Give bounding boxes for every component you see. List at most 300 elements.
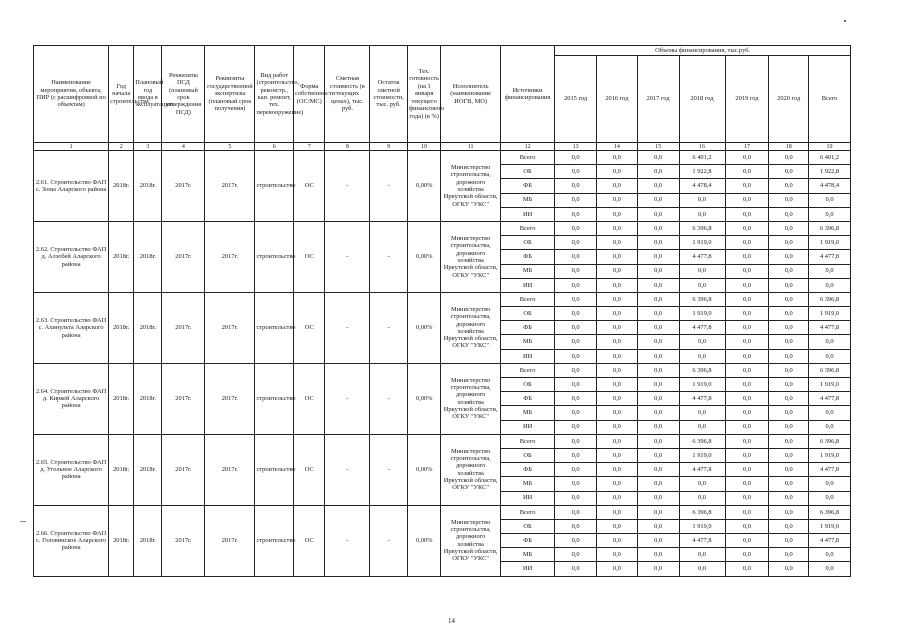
amount-cell: 0,0 bbox=[597, 292, 638, 306]
header-sources: Источники финансирования bbox=[500, 46, 554, 143]
amount-cell: 0,0 bbox=[597, 420, 638, 434]
amount-cell: 6 396,8 bbox=[679, 363, 725, 377]
table-row bbox=[34, 363, 851, 377]
funding-source: ИИ bbox=[500, 491, 554, 505]
remainder: - bbox=[370, 434, 408, 505]
amount-cell: 0,0 bbox=[809, 207, 851, 221]
amount-cell: 0,0 bbox=[637, 420, 679, 434]
amount-cell: 4 477,8 bbox=[679, 392, 725, 406]
amount-cell: 0,0 bbox=[725, 420, 769, 434]
funding-source: МБ bbox=[500, 335, 554, 349]
remainder: - bbox=[370, 505, 408, 576]
amount-cell: 0,0 bbox=[555, 193, 597, 207]
funding-source: МБ bbox=[500, 548, 554, 562]
expertise-date: 2017г. bbox=[205, 434, 255, 505]
start-year: 2018г. bbox=[109, 292, 134, 363]
column-number: 5 bbox=[205, 143, 255, 151]
amount-cell: 0,0 bbox=[769, 264, 809, 278]
project-name: 2.62. Строительство ФАП д. Алзобей Аларского района bbox=[34, 221, 109, 292]
amount-cell: 0,0 bbox=[637, 505, 679, 519]
funding-source: Всего bbox=[500, 221, 554, 235]
header-expertise: Реквизиты государственной экспертизы (плановый срок получения) bbox=[205, 46, 255, 143]
project-name: 2.61. Строительство ФАП с. Зоны Аларского района bbox=[34, 151, 109, 222]
amount-cell: 1 919,0 bbox=[679, 378, 725, 392]
amount-cell: 0,0 bbox=[769, 406, 809, 420]
amount-cell: 0,0 bbox=[769, 548, 809, 562]
amount-cell: 0,0 bbox=[725, 562, 769, 576]
amount-cell: 0,0 bbox=[597, 534, 638, 548]
executor: Министерство строительства, дорожного хозяйства Иркутской области, ОГКУ "УКС" bbox=[441, 505, 501, 576]
amount-cell: 0,0 bbox=[769, 307, 809, 321]
amount-cell: 0,0 bbox=[637, 193, 679, 207]
amount-cell: 0,0 bbox=[597, 505, 638, 519]
amount-cell: 1 919,0 bbox=[679, 307, 725, 321]
amount-cell: 0,0 bbox=[637, 236, 679, 250]
remainder: - bbox=[370, 221, 408, 292]
amount-cell: 0,0 bbox=[555, 519, 597, 533]
header-year-2018: 2018 год bbox=[679, 56, 725, 143]
amount-cell: 0,0 bbox=[809, 477, 851, 491]
amount-cell: 0,0 bbox=[637, 179, 679, 193]
amount-cell: 0,0 bbox=[637, 491, 679, 505]
scan-speck bbox=[20, 521, 26, 522]
remainder: - bbox=[370, 363, 408, 434]
ownership: ОС bbox=[294, 221, 325, 292]
amount-cell: 0,0 bbox=[555, 534, 597, 548]
amount-cell: 0,0 bbox=[597, 562, 638, 576]
amount-cell: 4 478,4 bbox=[679, 179, 725, 193]
amount-cell: 4 477,8 bbox=[679, 250, 725, 264]
amount-cell: 0,0 bbox=[769, 420, 809, 434]
amount-cell: 0,0 bbox=[725, 548, 769, 562]
expertise-date: 2017г. bbox=[205, 151, 255, 222]
amount-cell: 0,0 bbox=[679, 420, 725, 434]
amount-cell: 0,0 bbox=[555, 278, 597, 292]
amount-cell: 0,0 bbox=[597, 378, 638, 392]
psd-date: 2017г. bbox=[162, 505, 205, 576]
funding-source: ФБ bbox=[500, 392, 554, 406]
amount-cell: 0,0 bbox=[555, 250, 597, 264]
amount-cell: 0,0 bbox=[555, 505, 597, 519]
amount-cell: 0,0 bbox=[725, 463, 769, 477]
readiness: 0,00% bbox=[407, 505, 440, 576]
amount-cell: 1 919,0 bbox=[809, 378, 851, 392]
amount-cell: 1 919,0 bbox=[809, 236, 851, 250]
funding-source: ИИ bbox=[500, 349, 554, 363]
amount-cell: 0,0 bbox=[725, 434, 769, 448]
amount-cell: 0,0 bbox=[555, 562, 597, 576]
amount-cell: 0,0 bbox=[769, 207, 809, 221]
funding-source: ФБ bbox=[500, 179, 554, 193]
plan-year: 2018г. bbox=[134, 363, 162, 434]
amount-cell: 6 396,8 bbox=[679, 505, 725, 519]
amount-cell: 0,0 bbox=[769, 392, 809, 406]
amount-cell: 0,0 bbox=[725, 193, 769, 207]
amount-cell: 0,0 bbox=[637, 207, 679, 221]
amount-cell: 0,0 bbox=[809, 491, 851, 505]
amount-cell: 1 922,8 bbox=[809, 165, 851, 179]
amount-cell: 0,0 bbox=[555, 477, 597, 491]
amount-cell: 0,0 bbox=[597, 307, 638, 321]
funding-source: ИИ bbox=[500, 278, 554, 292]
amount-cell: 0,0 bbox=[597, 236, 638, 250]
amount-cell: 0,0 bbox=[725, 335, 769, 349]
amount-cell: 0,0 bbox=[769, 378, 809, 392]
amount-cell: 0,0 bbox=[769, 165, 809, 179]
plan-year: 2018г. bbox=[134, 221, 162, 292]
amount-cell: 0,0 bbox=[597, 463, 638, 477]
expertise-date: 2017г. bbox=[205, 221, 255, 292]
psd-date: 2017г. bbox=[162, 434, 205, 505]
header-estimate: Сметная стоимость (в текущих ценах), тыс. руб. bbox=[325, 46, 370, 143]
amount-cell: 0,0 bbox=[725, 448, 769, 462]
amount-cell: 0,0 bbox=[637, 250, 679, 264]
funding-source: Всего bbox=[500, 363, 554, 377]
header-psd: Реквизиты ПСД (плановый срок утверждения ПСД) bbox=[162, 46, 205, 143]
psd-date: 2017г. bbox=[162, 363, 205, 434]
funding-source: МБ bbox=[500, 477, 554, 491]
ownership: ОС bbox=[294, 434, 325, 505]
amount-cell: 0,0 bbox=[769, 519, 809, 533]
amount-cell: 0,0 bbox=[555, 378, 597, 392]
amount-cell: 0,0 bbox=[769, 491, 809, 505]
column-number: 4 bbox=[162, 143, 205, 151]
amount-cell: 1 919,0 bbox=[809, 307, 851, 321]
amount-cell: 0,0 bbox=[769, 448, 809, 462]
work-type: строительство bbox=[255, 292, 294, 363]
funding-source: ИИ bbox=[500, 562, 554, 576]
start-year: 2018г. bbox=[109, 151, 134, 222]
financing-table bbox=[33, 45, 851, 577]
funding-source: ИИ bbox=[500, 207, 554, 221]
amount-cell: 0,0 bbox=[555, 221, 597, 235]
column-number: 8 bbox=[325, 143, 370, 151]
amount-cell: 0,0 bbox=[679, 207, 725, 221]
column-number: 1 bbox=[34, 143, 109, 151]
amount-cell: 0,0 bbox=[555, 349, 597, 363]
amount-cell: 4 477,8 bbox=[809, 463, 851, 477]
amount-cell: 0,0 bbox=[555, 363, 597, 377]
amount-cell: 0,0 bbox=[597, 491, 638, 505]
amount-cell: 0,0 bbox=[597, 363, 638, 377]
table-row bbox=[34, 151, 851, 165]
column-number: 14 bbox=[597, 143, 638, 151]
executor: Министерство строительства, дорожного хозяйства Иркутской области, ОГКУ "УКС" bbox=[441, 363, 501, 434]
project-name: 2.64. Строительство ФАП д. Киркей Аларского района bbox=[34, 363, 109, 434]
amount-cell: 0,0 bbox=[769, 278, 809, 292]
work-type: строительство bbox=[255, 363, 294, 434]
funding-source: Всего bbox=[500, 151, 554, 165]
amount-cell: 0,0 bbox=[725, 406, 769, 420]
amount-cell: 0,0 bbox=[725, 278, 769, 292]
amount-cell: 0,0 bbox=[809, 335, 851, 349]
amount-cell: 0,0 bbox=[679, 264, 725, 278]
amount-cell: 0,0 bbox=[597, 448, 638, 462]
amount-cell: 4 477,8 bbox=[809, 534, 851, 548]
amount-cell: 0,0 bbox=[725, 519, 769, 533]
amount-cell: 1 919,0 bbox=[809, 448, 851, 462]
project-name: 2.63. Строительство ФАП с. Ахинульта Аларского района bbox=[34, 292, 109, 363]
header-executor: Исполнитель (наименование ИОГВ, МО) bbox=[441, 46, 501, 143]
header-year-2020: 2020 год bbox=[769, 56, 809, 143]
amount-cell: 0,0 bbox=[809, 406, 851, 420]
funding-source: ФБ bbox=[500, 321, 554, 335]
scan-speck bbox=[844, 20, 846, 22]
amount-cell: 0,0 bbox=[637, 463, 679, 477]
amount-cell: 0,0 bbox=[769, 321, 809, 335]
amount-cell: 0,0 bbox=[769, 250, 809, 264]
readiness: 0,00% bbox=[407, 151, 440, 222]
amount-cell: 0,0 bbox=[597, 548, 638, 562]
funding-source: ФБ bbox=[500, 250, 554, 264]
amount-cell: 0,0 bbox=[597, 264, 638, 278]
work-type: строительство bbox=[255, 434, 294, 505]
amount-cell: 0,0 bbox=[555, 236, 597, 250]
page-number: 14 bbox=[448, 617, 455, 625]
amount-cell: 0,0 bbox=[597, 165, 638, 179]
amount-cell: 0,0 bbox=[637, 264, 679, 278]
amount-cell: 0,0 bbox=[637, 292, 679, 306]
amount-cell: 4 477,8 bbox=[679, 463, 725, 477]
amount-cell: 0,0 bbox=[679, 548, 725, 562]
amount-cell: 4 477,8 bbox=[809, 321, 851, 335]
amount-cell: 0,0 bbox=[769, 236, 809, 250]
amount-cell: 0,0 bbox=[769, 434, 809, 448]
amount-cell: 1 919,0 bbox=[809, 519, 851, 533]
amount-cell: 0,0 bbox=[637, 278, 679, 292]
readiness: 0,00% bbox=[407, 434, 440, 505]
funding-source: ФБ bbox=[500, 463, 554, 477]
header-financing: Объемы финансирования, тыс.руб. bbox=[555, 46, 851, 56]
amount-cell: 0,0 bbox=[679, 335, 725, 349]
amount-cell: 0,0 bbox=[597, 207, 638, 221]
funding-source: МБ bbox=[500, 193, 554, 207]
amount-cell: 0,0 bbox=[637, 448, 679, 462]
funding-source: Всего bbox=[500, 292, 554, 306]
financing-table-sheet bbox=[33, 45, 851, 577]
amount-cell: 0,0 bbox=[809, 548, 851, 562]
psd-date: 2017г. bbox=[162, 292, 205, 363]
amount-cell: 0,0 bbox=[769, 151, 809, 165]
amount-cell: 6 396,8 bbox=[809, 434, 851, 448]
amount-cell: 0,0 bbox=[555, 307, 597, 321]
amount-cell: 6 396,8 bbox=[679, 221, 725, 235]
amount-cell: 0,0 bbox=[555, 463, 597, 477]
amount-cell: 0,0 bbox=[555, 448, 597, 462]
amount-cell: 0,0 bbox=[769, 463, 809, 477]
column-number: 13 bbox=[555, 143, 597, 151]
funding-source: МБ bbox=[500, 264, 554, 278]
amount-cell: 0,0 bbox=[725, 179, 769, 193]
amount-cell: 0,0 bbox=[637, 434, 679, 448]
amount-cell: 0,0 bbox=[725, 236, 769, 250]
readiness: 0,00% bbox=[407, 292, 440, 363]
amount-cell: 0,0 bbox=[597, 151, 638, 165]
amount-cell: 6 396,8 bbox=[809, 505, 851, 519]
amount-cell: 0,0 bbox=[597, 477, 638, 491]
amount-cell: 0,0 bbox=[769, 477, 809, 491]
amount-cell: 0,0 bbox=[637, 151, 679, 165]
column-number: 2 bbox=[109, 143, 134, 151]
amount-cell: 0,0 bbox=[637, 165, 679, 179]
amount-cell: 4 477,8 bbox=[809, 250, 851, 264]
estimate: - bbox=[325, 505, 370, 576]
funding-source: ОБ bbox=[500, 448, 554, 462]
amount-cell: 0,0 bbox=[597, 193, 638, 207]
start-year: 2018г. bbox=[109, 434, 134, 505]
amount-cell: 0,0 bbox=[769, 534, 809, 548]
header-year-2016: 2016 год bbox=[597, 56, 638, 143]
executor: Министерство строительства, дорожного хозяйства Иркутской области, ОГКУ "УКС" bbox=[441, 151, 501, 222]
amount-cell: 0,0 bbox=[769, 292, 809, 306]
expertise-date: 2017г. bbox=[205, 363, 255, 434]
work-type: строительство bbox=[255, 505, 294, 576]
amount-cell: 0,0 bbox=[555, 335, 597, 349]
amount-cell: 0,0 bbox=[555, 434, 597, 448]
amount-cell: 0,0 bbox=[637, 534, 679, 548]
amount-cell: 0,0 bbox=[555, 321, 597, 335]
amount-cell: 0,0 bbox=[597, 434, 638, 448]
amount-cell: 6 396,8 bbox=[809, 221, 851, 235]
amount-cell: 0,0 bbox=[809, 420, 851, 434]
estimate: - bbox=[325, 434, 370, 505]
column-number: 19 bbox=[809, 143, 851, 151]
plan-year: 2018г. bbox=[134, 505, 162, 576]
estimate: - bbox=[325, 363, 370, 434]
amount-cell: 0,0 bbox=[725, 292, 769, 306]
header-start-year: Год начала строительства bbox=[109, 46, 134, 143]
amount-cell: 0,0 bbox=[597, 406, 638, 420]
amount-cell: 0,0 bbox=[637, 406, 679, 420]
amount-cell: 0,0 bbox=[769, 335, 809, 349]
amount-cell: 6 396,8 bbox=[809, 292, 851, 306]
amount-cell: 0,0 bbox=[769, 505, 809, 519]
amount-cell: 0,0 bbox=[637, 519, 679, 533]
amount-cell: 0,0 bbox=[597, 349, 638, 363]
amount-cell: 0,0 bbox=[555, 165, 597, 179]
amount-cell: 0,0 bbox=[637, 349, 679, 363]
amount-cell: 0,0 bbox=[769, 349, 809, 363]
executor: Министерство строительства, дорожного хозяйства Иркутской области, ОГКУ "УКС" bbox=[441, 292, 501, 363]
amount-cell: 0,0 bbox=[809, 562, 851, 576]
readiness: 0,00% bbox=[407, 363, 440, 434]
psd-date: 2017г. bbox=[162, 221, 205, 292]
readiness: 0,00% bbox=[407, 221, 440, 292]
amount-cell: 0,0 bbox=[725, 151, 769, 165]
amount-cell: 0,0 bbox=[725, 378, 769, 392]
amount-cell: 0,0 bbox=[725, 207, 769, 221]
amount-cell: 0,0 bbox=[555, 264, 597, 278]
amount-cell: 0,0 bbox=[555, 548, 597, 562]
amount-cell: 0,0 bbox=[555, 392, 597, 406]
work-type: строительство bbox=[255, 221, 294, 292]
amount-cell: 0,0 bbox=[637, 378, 679, 392]
project-name: 2.66. Строительство ФАП с. Головинское Аларского района bbox=[34, 505, 109, 576]
amount-cell: 6 401,2 bbox=[809, 151, 851, 165]
amount-cell: 0,0 bbox=[637, 335, 679, 349]
amount-cell: 6 396,8 bbox=[679, 434, 725, 448]
amount-cell: 0,0 bbox=[637, 548, 679, 562]
amount-cell: 0,0 bbox=[725, 349, 769, 363]
header-readiness: Тех. готовность (на 1 января текущего финансового года) (в %) bbox=[407, 46, 440, 143]
amount-cell: 0,0 bbox=[725, 221, 769, 235]
amount-cell: 0,0 bbox=[725, 264, 769, 278]
amount-cell: 0,0 bbox=[555, 292, 597, 306]
amount-cell: 4 477,8 bbox=[809, 392, 851, 406]
amount-cell: 0,0 bbox=[679, 477, 725, 491]
amount-cell: 0,0 bbox=[555, 207, 597, 221]
column-number: 12 bbox=[500, 143, 554, 151]
header-ownership: Форма собственности (ОС/МС) bbox=[294, 46, 325, 143]
amount-cell: 0,0 bbox=[725, 363, 769, 377]
table-row bbox=[34, 221, 851, 235]
amount-cell: 0,0 bbox=[637, 477, 679, 491]
amount-cell: 0,0 bbox=[597, 392, 638, 406]
amount-cell: 0,0 bbox=[555, 491, 597, 505]
amount-cell: 0,0 bbox=[725, 477, 769, 491]
funding-source: Всего bbox=[500, 434, 554, 448]
ownership: ОС bbox=[294, 151, 325, 222]
column-number: 6 bbox=[255, 143, 294, 151]
amount-cell: 1 919,0 bbox=[679, 519, 725, 533]
amount-cell: 0,0 bbox=[725, 392, 769, 406]
column-number: 18 bbox=[769, 143, 809, 151]
estimate: - bbox=[325, 151, 370, 222]
funding-source: ИИ bbox=[500, 420, 554, 434]
remainder: - bbox=[370, 151, 408, 222]
ownership: ОС bbox=[294, 292, 325, 363]
funding-source: Всего bbox=[500, 505, 554, 519]
amount-cell: 0,0 bbox=[637, 321, 679, 335]
header-total: Всего bbox=[809, 56, 851, 143]
header-year-2017: 2017 год bbox=[637, 56, 679, 143]
column-number: 10 bbox=[407, 143, 440, 151]
amount-cell: 0,0 bbox=[809, 193, 851, 207]
table-row bbox=[34, 292, 851, 306]
funding-source: ОБ bbox=[500, 519, 554, 533]
amount-cell: 0,0 bbox=[725, 505, 769, 519]
amount-cell: 0,0 bbox=[725, 307, 769, 321]
amount-cell: 4 477,8 bbox=[679, 321, 725, 335]
amount-cell: 0,0 bbox=[769, 562, 809, 576]
table-row bbox=[34, 505, 851, 519]
amount-cell: 0,0 bbox=[597, 335, 638, 349]
estimate: - bbox=[325, 292, 370, 363]
project-name: 2.65. Строительство ФАП д. Угольное Аларского района bbox=[34, 434, 109, 505]
amount-cell: 0,0 bbox=[597, 221, 638, 235]
amount-cell: 0,0 bbox=[637, 363, 679, 377]
plan-year: 2018г. bbox=[134, 292, 162, 363]
remainder: - bbox=[370, 292, 408, 363]
header-name: Наименование мероприятия, объекта, ПИР (с расшифровкой по объектам) bbox=[34, 46, 109, 143]
amount-cell: 0,0 bbox=[769, 221, 809, 235]
funding-source: ОБ bbox=[500, 307, 554, 321]
plan-year: 2018г. bbox=[134, 151, 162, 222]
psd-date: 2017г. bbox=[162, 151, 205, 222]
header-work-type: Вид работ (строительство, реконстр., кап. ремонт, тех. перевооружение) bbox=[255, 46, 294, 143]
start-year: 2018г. bbox=[109, 505, 134, 576]
funding-source: ФБ bbox=[500, 534, 554, 548]
header-plan-year: Плановый год ввода в эксплуатацию bbox=[134, 46, 162, 143]
amount-cell: 0,0 bbox=[679, 193, 725, 207]
amount-cell: 4 477,8 bbox=[679, 534, 725, 548]
amount-cell: 0,0 bbox=[725, 534, 769, 548]
amount-cell: 0,0 bbox=[597, 250, 638, 264]
amount-cell: 0,0 bbox=[637, 307, 679, 321]
ownership: ОС bbox=[294, 363, 325, 434]
executor: Министерство строительства, дорожного хозяйства Иркутской области, ОГКУ "УКС" bbox=[441, 221, 501, 292]
amount-cell: 0,0 bbox=[555, 406, 597, 420]
